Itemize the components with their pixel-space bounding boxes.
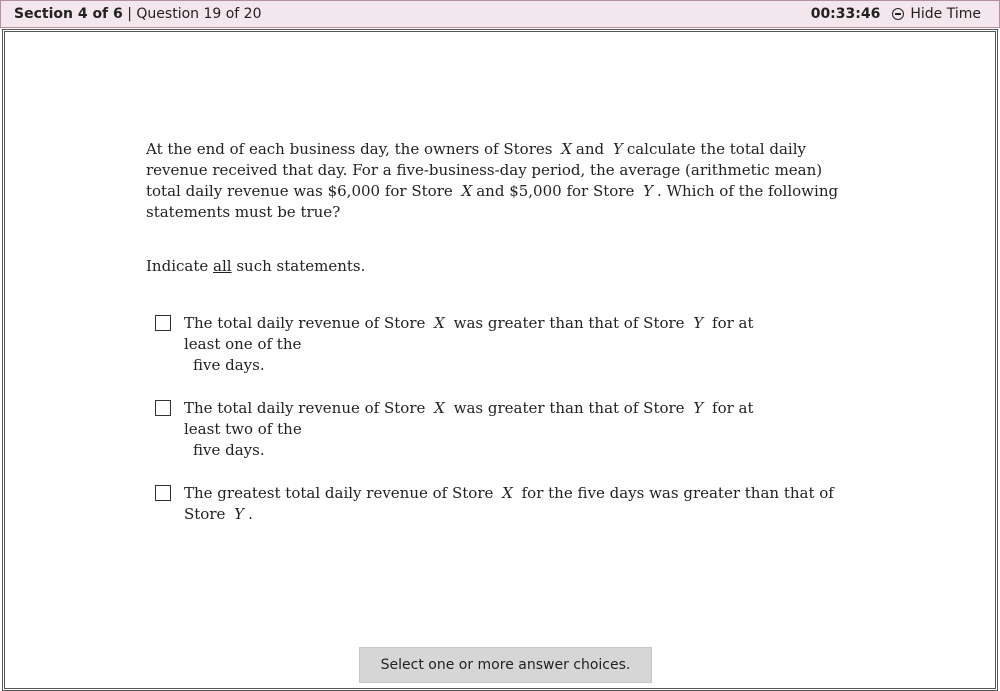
answer-choice-1[interactable] bbox=[146, 313, 784, 376]
question-content bbox=[146, 139, 858, 525]
progress-indicator bbox=[14, 6, 262, 22]
question-stem bbox=[146, 139, 858, 223]
choice-text: was greater than that of Store bbox=[453, 399, 685, 417]
stem-text: . Which of the following statements must be true? bbox=[146, 182, 839, 221]
variable-x: X bbox=[434, 399, 445, 417]
variable-x: X bbox=[461, 182, 473, 200]
question-label: Question 19 of 20 bbox=[136, 6, 262, 22]
variable-x: X bbox=[502, 484, 513, 502]
variable-y: Y bbox=[693, 399, 704, 417]
choice-text: for the five days was greater than that of Store bbox=[184, 484, 834, 523]
answer-choice-3[interactable] bbox=[146, 483, 864, 525]
choice-text: was greater than that of Store bbox=[453, 314, 685, 332]
choice-text: The total daily revenue of Store bbox=[184, 399, 426, 417]
choice-text: for at least one of the bbox=[184, 314, 754, 353]
hide-time-label: Hide Time bbox=[910, 6, 981, 22]
checkbox[interactable] bbox=[155, 400, 171, 416]
separator: | bbox=[127, 6, 132, 22]
stem-text: At the end of each business day, the owners of Stores bbox=[146, 140, 553, 158]
timer: 00:33:46 bbox=[810, 6, 881, 22]
choice-text: for at least two of the bbox=[184, 399, 754, 438]
choice-text: The greatest total daily revenue of Store bbox=[184, 484, 494, 502]
instruction-text: Indicate bbox=[146, 257, 209, 275]
hide-time-button[interactable] bbox=[892, 6, 981, 22]
variable-y: Y bbox=[234, 505, 245, 523]
answer-choice-2[interactable] bbox=[146, 398, 784, 461]
choice-text-continued: five days. bbox=[193, 356, 265, 374]
section-label: Section 4 of 6 bbox=[14, 6, 123, 22]
exam-header-bar bbox=[0, 0, 1000, 28]
checkbox[interactable] bbox=[155, 315, 171, 331]
minus-circle-icon bbox=[892, 8, 904, 20]
variable-y: Y bbox=[693, 314, 704, 332]
stem-and: and bbox=[575, 140, 605, 158]
choice-text-continued: five days. bbox=[193, 441, 265, 459]
variable-y: Y bbox=[643, 182, 654, 200]
variable-y: Y bbox=[612, 140, 623, 158]
variable-x: X bbox=[561, 140, 572, 158]
instruction bbox=[146, 256, 858, 277]
checkbox[interactable] bbox=[155, 485, 171, 501]
instruction-emphasis: all bbox=[213, 257, 232, 275]
instruction-text: such statements. bbox=[236, 257, 366, 275]
choice-text: The total daily revenue of Store bbox=[184, 314, 426, 332]
stem-text: and $5,000 for Store bbox=[476, 182, 635, 200]
status-message: Select one or more answer choices. bbox=[359, 647, 652, 683]
stem-text: calculate the total daily revenue received that day. For a five-business-day period, the average (arithmetic mean) total daily revenue was $6,000 for Store bbox=[146, 140, 823, 200]
choice-text: . bbox=[248, 505, 253, 523]
variable-x: X bbox=[434, 314, 445, 332]
